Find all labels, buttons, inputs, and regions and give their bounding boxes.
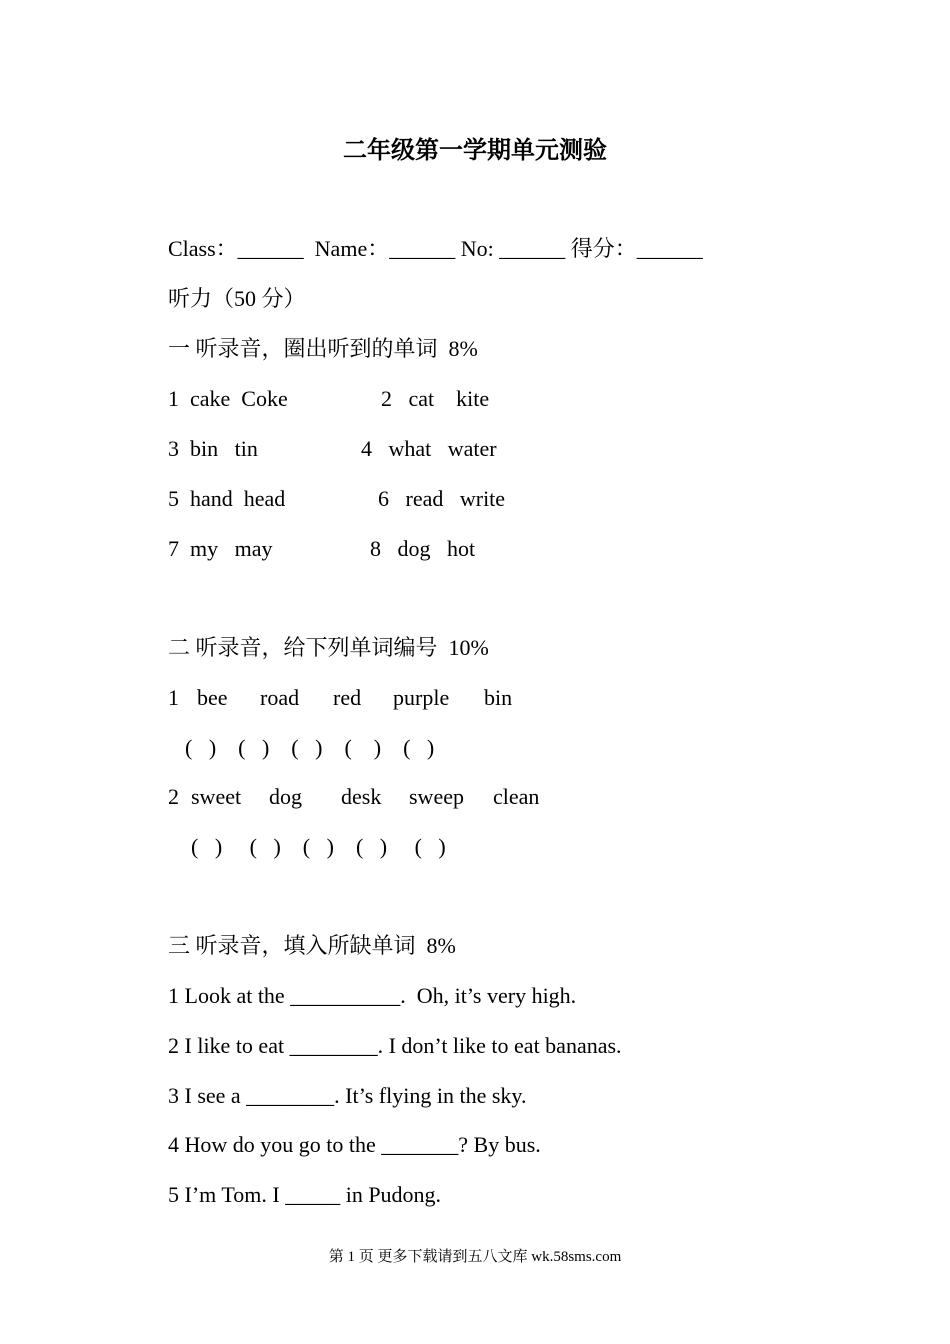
section2-word: bin — [484, 685, 513, 710]
section3-item: 4 How do you go to the _______? By bus. — [168, 1132, 541, 1157]
section3-item: 2 I like to eat ________. I don’t like to eat bananas. — [168, 1033, 622, 1058]
section1-item: 3 bin tin — [168, 436, 258, 461]
section2-word: 2 — [168, 784, 179, 809]
section2-brackets: ( ) ( ) ( ) ( ) ( ) — [185, 735, 435, 760]
section1-item: 2 cat kite — [381, 386, 490, 411]
section1-item: 7 my may — [168, 536, 273, 561]
section3-heading: 三 听录音，填入所缺单词 8% — [168, 933, 456, 958]
section2-word: red — [333, 685, 362, 710]
section2-word: clean — [493, 784, 540, 809]
section3-item: 3 I see a ________. It’s flying in the sky. — [168, 1083, 527, 1108]
section2-word: sweep — [409, 784, 464, 809]
section1-item: 6 read write — [378, 486, 506, 511]
section2-heading: 二 听录音，给下列单词编号 10% — [168, 635, 489, 660]
section2-word: bee — [197, 685, 228, 710]
section2-brackets: ( ) ( ) ( ) ( ) ( ) — [191, 834, 446, 859]
section2-word: 1 — [168, 685, 179, 710]
page-title: 二年级第一学期单元测验 — [343, 136, 607, 164]
section1-heading: 一 听录音，圈出听到的单词 8% — [168, 336, 478, 361]
section2-word: dog — [269, 784, 302, 809]
section1-item: 1 cake Coke — [168, 386, 288, 411]
section3-item: 5 I’m Tom. I _____ in Pudong. — [168, 1182, 442, 1207]
section1-item: 5 hand head — [168, 486, 286, 511]
listening-label: 听力（50 分） — [168, 286, 306, 311]
section3-item: 1 Look at the __________. Oh, it’s very high. — [168, 983, 577, 1008]
section2-word: sweet — [191, 784, 242, 809]
page-footer: 第 1 页 更多下载请到五八文库 wk.58sms.com — [328, 1249, 622, 1265]
section2-word: road — [260, 685, 300, 710]
section2-word: purple — [393, 685, 450, 710]
section1-item: 4 what water — [361, 436, 497, 461]
student-info-line: Class：______ Name：______ No: ______ 得分：______ — [168, 236, 703, 261]
section1-item: 8 dog hot — [370, 536, 476, 561]
section2-word: desk — [341, 784, 382, 809]
